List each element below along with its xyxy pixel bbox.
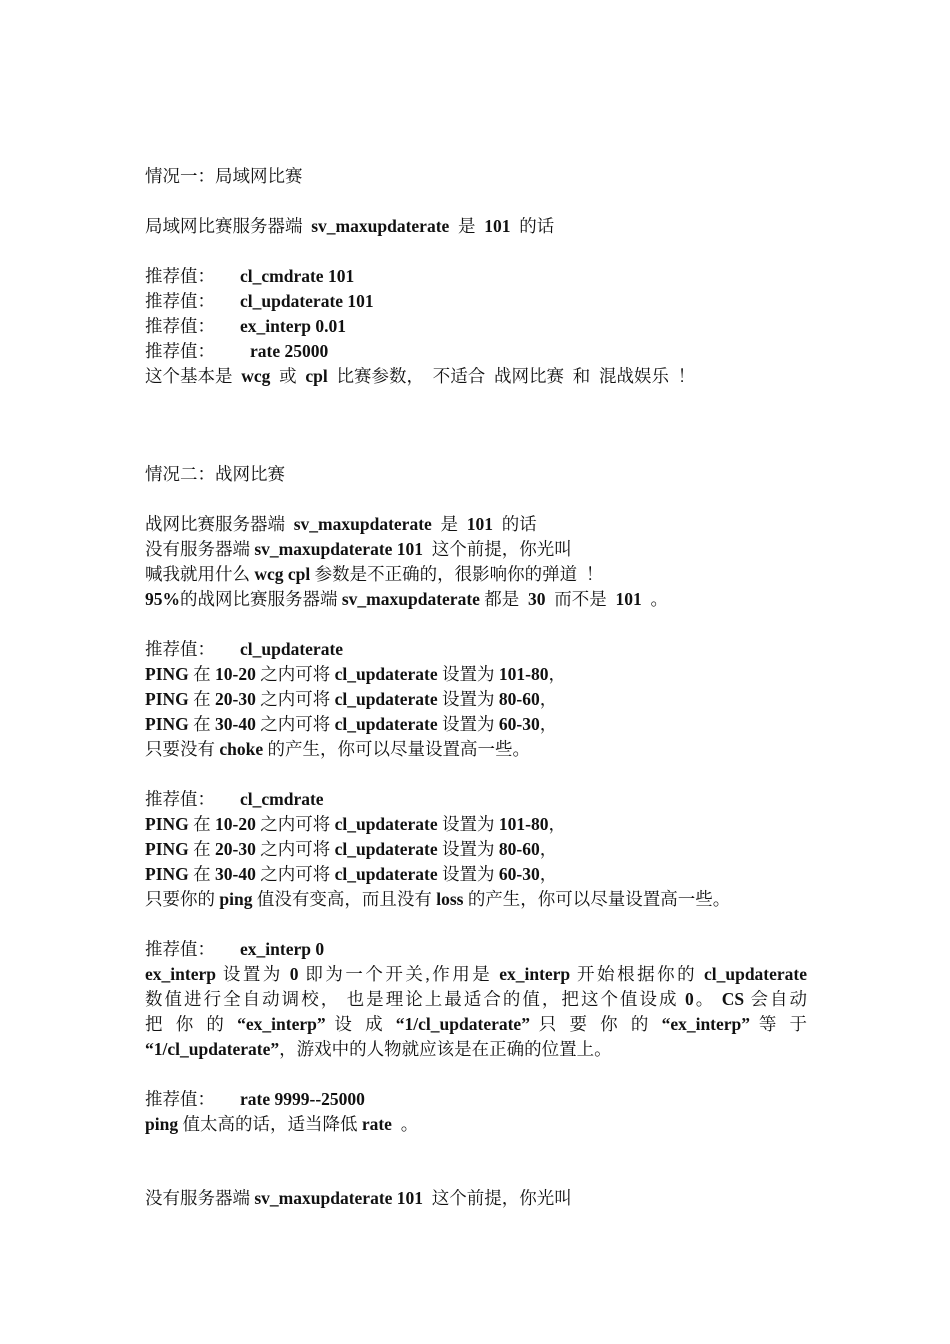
cmdrate-rec: 推荐值： cl_cmdrate — [145, 789, 324, 809]
case1-intro: 局域网比赛服务器端 sv_maxupdaterate 是 101 的话 — [145, 216, 555, 236]
updaterate-row: PING 在 20-30 之内可将 cl_updaterate 设置为 80-60， — [145, 689, 558, 709]
interp-para-line-1: ex_interp 设置为 0 即为一个开关,作用是 ex_interp 开始根据你的 cl_updaterate — [145, 964, 808, 984]
case2-intro: 战网比赛服务器端 sv_maxupdaterate 是 101 的话 — [145, 514, 537, 534]
updaterate-row: PING 在 30-40 之内可将 cl_updaterate 设置为 60-30， — [145, 714, 558, 734]
interp-para-line-3: 把 你 的 “ex_interp” 设 成 “1/cl_updaterate” 只 要 你 的 “ex_interp” 等 于 — [145, 1014, 808, 1034]
updaterate-rec: 推荐值： cl_updaterate — [145, 639, 344, 659]
closing-line: 没有服务器端 sv_maxupdaterate 101 这个前提，你光叫 — [145, 1188, 572, 1208]
cmdrate-row: PING 在 30-40 之内可将 cl_updaterate 设置为 60-30， — [145, 864, 558, 884]
interp-para-line-2: 数值进行全自动调校， 也是理论上最适合的值，把这个值设成 0。 CS 会自动 — [145, 989, 808, 1009]
rate-tail: ping 值太高的话，适当降低 rate 。 — [145, 1114, 419, 1134]
case1-note: 这个基本是 wcg 或 cpl 比赛参数， 不适合 战网比赛 和 混战娱乐 ！ — [145, 366, 696, 386]
cmdrate-row: PING 在 20-30 之内可将 cl_updaterate 设置为 80-60， — [145, 839, 558, 859]
case2-heading: 情况二：战网比赛 — [145, 464, 285, 484]
case1-rec-cmdrate: 推荐值： cl_cmdrate 101 — [145, 266, 355, 286]
interp-rec: 推荐值： ex_interp 0 — [145, 939, 325, 959]
interp-para-line-4: “1/cl_updaterate”，游戏中的人物就应该是在正确的位置上。 — [145, 1039, 612, 1059]
case1-rec-interp: 推荐值： ex_interp 0.01 — [145, 316, 346, 336]
updaterate-row: PING 在 10-20 之内可将 cl_updaterate 设置为 101-80， — [145, 664, 566, 684]
cmdrate-row: PING 在 10-20 之内可将 cl_updaterate 设置为 101-80， — [145, 814, 566, 834]
case2-premise-2: 喊我就用什么 wcg cpl 参数是不正确的，很影响你的弹道 ！ — [145, 564, 604, 584]
updaterate-tail: 只要没有 choke 的产生，你可以尽量设置高一些。 — [145, 739, 530, 759]
cmdrate-tail: 只要你的 ping 值没有变高，而且没有 loss 的产生，你可以尽量设置高一些。 — [145, 889, 731, 909]
case2-premise: 没有服务器端 sv_maxupdaterate 101 这个前提，你光叫 — [145, 539, 572, 559]
case1-rec-rate: 推荐值： rate 25000 — [145, 341, 329, 361]
case2-stat: 95%的战网比赛服务器端 sv_maxupdaterate 都是 30 而不是 101 。 — [145, 589, 669, 609]
case1-rec-updaterate: 推荐值： cl_updaterate 101 — [145, 291, 374, 311]
rate-rec: 推荐值： rate 9999--25000 — [145, 1089, 365, 1109]
case1-heading: 情况一：局域网比赛 — [145, 166, 303, 186]
